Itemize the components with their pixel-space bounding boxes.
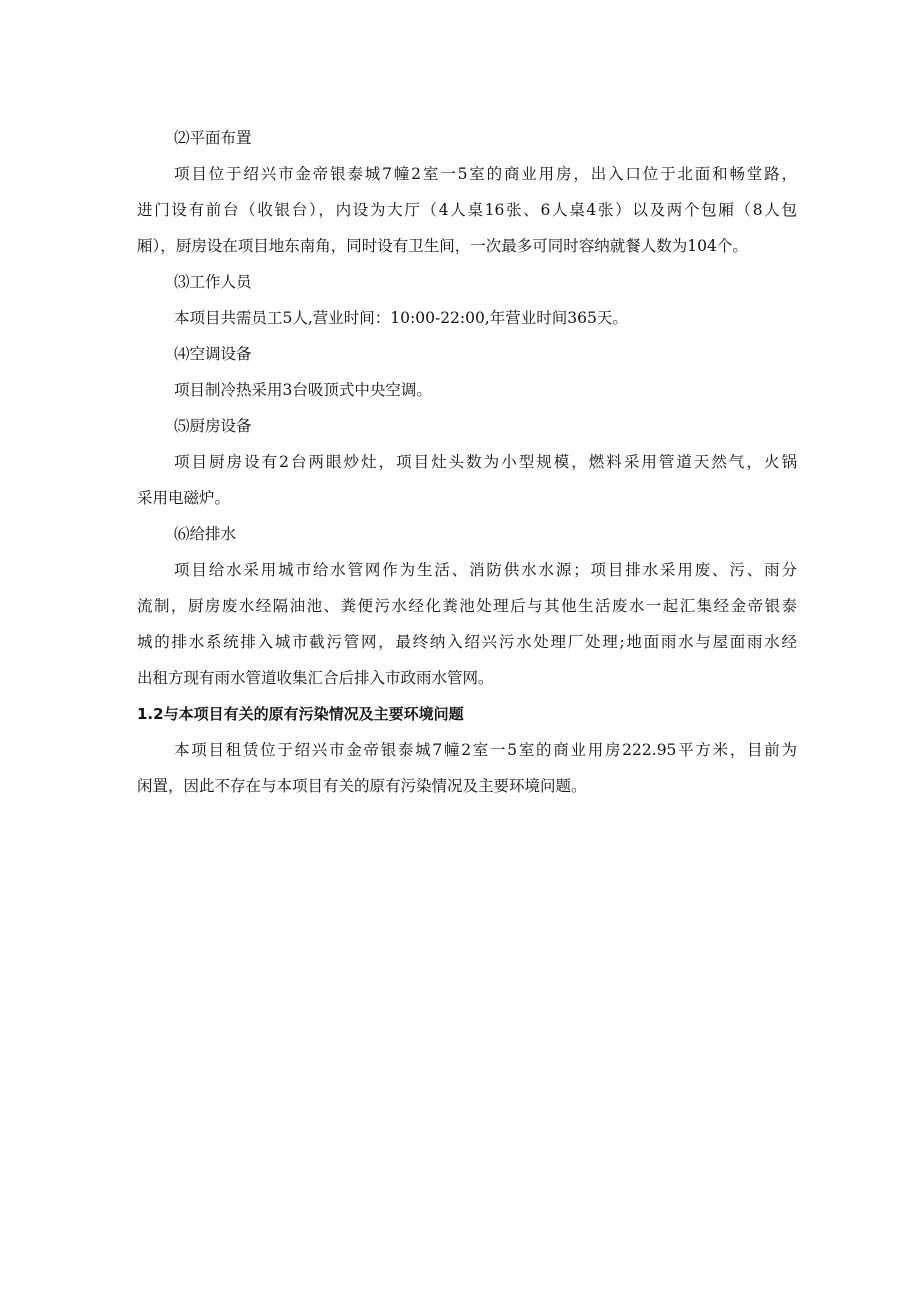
paragraph-line: 流制，厨房废水经隔油池、粪便污水经化粪池处理后与其他生活废水一起汇集经金帝银泰 xyxy=(137,597,797,615)
paragraph-line: 项目厨房设有2台两眼炒灶，项目灶头数为小型规模，燃料采用管道天然气，火锅 xyxy=(174,453,797,471)
paragraph-line: 厢），厨房设在项目地东南角，同时设有卫生间，一次最多可同时容纳就餐人数为104个。 xyxy=(137,237,748,255)
paragraph-line: 本项目租赁位于绍兴市金帝银泰城7幢2室一5室的商业用房222.95平方米，目前为 xyxy=(174,741,797,759)
paragraph-line: 闲置，因此不存在与本项目有关的原有污染情况及主要环境问题。 xyxy=(137,777,587,795)
paragraph-line: 项目位于绍兴市金帝银泰城7幢2室一5室的商业用房，出入口位于北面和畅堂路， xyxy=(174,165,797,183)
section-heading-layout: ⑵平面布置 xyxy=(174,129,252,147)
document-page xyxy=(137,120,797,804)
paragraph-line: 出租方现有雨水管道收集汇合后排入市政雨水管网。 xyxy=(137,669,494,687)
paragraph-line: 项目制冷热采用3台吸顶式中央空调。 xyxy=(174,381,432,399)
paragraph-line: 本项目共需员工5人,营业时间：10:00-22:00,年营业时间365天。 xyxy=(174,309,628,327)
paragraph-line: 城的排水系统排入城市截污管网，最终纳入绍兴污水处理厂处理;地面雨水与屋面雨水经 xyxy=(137,633,797,651)
paragraph-line: 进门设有前台（收银台），内设为大厅（4人桌16张、6人桌4张）以及两个包厢（8人包 xyxy=(137,201,797,219)
paragraph-line: 采用电磁炉。 xyxy=(137,489,231,507)
section-heading-aircon: ⑷空调设备 xyxy=(174,345,252,363)
section-heading-staff: ⑶工作人员 xyxy=(174,273,252,291)
section-heading-water: ⑹给排水 xyxy=(174,525,237,543)
paragraph-line: 项目给水采用城市给水管网作为生活、消防供水水源；项目排水采用废、污、雨分 xyxy=(174,561,797,579)
section-heading-kitchen: ⑸厨房设备 xyxy=(174,417,252,435)
section-heading-1-2: 1.2与本项目有关的原有污染情况及主要环境问题 xyxy=(137,705,464,723)
